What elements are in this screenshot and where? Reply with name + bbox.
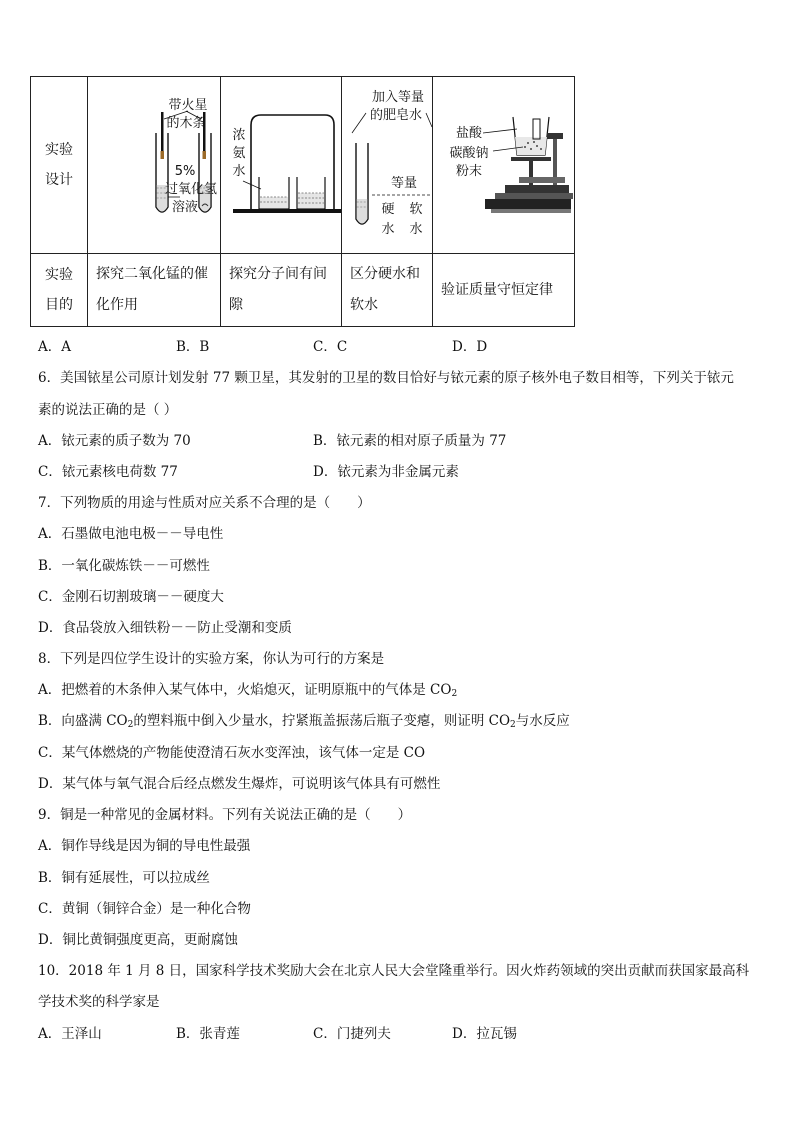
purpose-b-line1: 探究分子间有间 <box>229 266 327 282</box>
q8-option-b-sub1: 2 <box>127 720 134 730</box>
purpose-a-line2: 化作用 <box>96 297 138 313</box>
figure-d-mass-conservation <box>433 77 575 254</box>
figure-d-drawing <box>433 77 575 253</box>
q8-option-b-part1: B．向盛满 CO <box>38 713 128 729</box>
q7-option-a: A．石墨做电池电极－－导电性 <box>38 526 224 542</box>
q8-option-a-text: A．把燃着的木条伸入某气体中，火焰熄灭，证明原瓶中的气体是 CO <box>38 682 452 698</box>
row-header-purpose-line1: 实验 <box>45 267 73 283</box>
row-header-design <box>31 77 88 254</box>
q5-option-b: B．B <box>176 339 210 355</box>
q7-option-b: B．一氧化碳炼铁－－可燃性 <box>38 558 210 574</box>
label-ammonia-2: 氨 <box>232 146 246 161</box>
label-splint-line1: 带火星 <box>168 98 208 113</box>
purpose-b <box>221 254 342 327</box>
q5-option-c: C．C <box>313 339 348 355</box>
q10-stem-line1: 10．2018 年 1 月 8 日，国家科学技术奖励大会在北京人民大会堂隆重举行。因火炸药领域的突出贡献而获国家最高科 <box>38 963 750 979</box>
q8-option-b-part2: 的塑料瓶中倒入少量水，拧紧瓶盖振荡后瓶子变瘪，则证明 CO <box>133 713 511 729</box>
purpose-b-line2: 隙 <box>229 297 243 313</box>
label-soft-1: 软 <box>409 202 423 217</box>
q8-option-d: D．某气体与氧气混合后经点燃发生爆炸，可说明该气体具有可燃性 <box>38 776 441 792</box>
figure-b-molecule-gap <box>221 77 342 254</box>
q9-stem: 9．铜是一种常见的金属材料。下列有关说法正确的是（ ） <box>38 807 412 823</box>
label-ammonia-3: 水 <box>232 164 246 179</box>
q8-option-b-sub2: 2 <box>510 720 516 730</box>
q10-option-b: B．张青莲 <box>176 1026 240 1042</box>
row-header-purpose <box>31 254 88 327</box>
label-solution-line2: 溶液 <box>171 200 199 215</box>
experiment-table <box>30 76 575 327</box>
purpose-c-line1: 区分硬水和 <box>350 266 420 282</box>
label-soap-line1: 加入等量 <box>371 90 425 105</box>
q8-option-a <box>38 678 457 699</box>
figure-c-drawing <box>342 77 433 253</box>
label-hard-2: 水 <box>381 222 395 237</box>
label-splint-line2: 的木条 <box>166 116 206 131</box>
q5-option-a: A．A <box>38 339 71 355</box>
row-header-design-line1: 实验 <box>45 142 73 158</box>
label-solution-line1: 过氧化氢 <box>164 182 218 197</box>
purpose-c <box>342 254 433 327</box>
q10-option-d: D．拉瓦锡 <box>452 1026 517 1042</box>
figure-c-hard-soft-water <box>342 77 433 254</box>
q9-option-a: A．铜作导线是因为铜的导电性最强 <box>38 838 251 854</box>
purpose-a <box>88 254 221 327</box>
label-soft-2: 水 <box>409 222 423 237</box>
row-header-design-line2: 设计 <box>45 172 73 188</box>
q8-option-b-part3: 与水反应 <box>515 713 570 729</box>
q7-stem: 7．下列物质的用途与性质对应关系不合理的是（ ） <box>38 495 371 511</box>
q10-option-c: C．门捷列夫 <box>313 1026 391 1042</box>
purpose-c-line2: 软水 <box>350 297 378 313</box>
label-powder-line2: 粉末 <box>455 164 483 179</box>
label-concentration: 5% <box>174 164 196 179</box>
q9-option-c: C．黄铜（铜锌合金）是一种化合物 <box>38 901 251 917</box>
q6-option-a: A．铱元素的质子数为 70 <box>38 433 191 449</box>
purpose-d-line1: 验证质量守恒定律 <box>441 281 553 298</box>
purpose-d <box>433 254 575 327</box>
q9-option-b: B．铜有延展性，可以拉成丝 <box>38 870 210 886</box>
q6-stem-line1: 6．美国铱星公司原计划发射 77 颗卫星，其发射的卫星的数目恰好与铱元素的原子核外电子数目相等，下列关于铱元 <box>38 370 734 386</box>
q9-option-d: D．铜比黄铜强度更高，更耐腐蚀 <box>38 932 238 948</box>
q6-option-c: C．铱元素核电荷数 77 <box>38 464 178 480</box>
label-ammonia-1: 浓 <box>232 128 246 143</box>
q10-stem-line2: 学技术奖的科学家是 <box>38 994 160 1010</box>
q10-option-a: A．王泽山 <box>38 1026 102 1042</box>
q8-option-a-sub: 2 <box>451 689 458 699</box>
q8-option-c: C．某气体燃烧的产物能使澄清石灰水变浑浊，该气体一定是 CO <box>38 745 426 761</box>
q8-option-b <box>38 709 570 730</box>
label-acid: 盐酸 <box>455 126 483 141</box>
q7-option-c: C．金刚石切割玻璃－－硬度大 <box>38 589 224 605</box>
figure-a-drawing <box>88 77 221 253</box>
q6-option-d: D．铱元素为非金属元素 <box>313 464 459 480</box>
label-soap-line2: 的肥皂水 <box>369 108 423 123</box>
row-header-purpose-line2: 目的 <box>45 297 73 313</box>
q6-stem-line2: 素的说法正确的是（ ） <box>38 402 178 418</box>
figure-a-mno2-catalysis <box>88 77 221 254</box>
label-equal: 等量 <box>390 176 418 191</box>
q5-option-d: D．D <box>452 339 488 355</box>
q8-stem: 8．下列是四位学生设计的实验方案，你认为可行的方案是 <box>38 651 385 667</box>
label-powder-line1: 碳酸钠 <box>449 146 489 161</box>
q6-option-b: B．铱元素的相对原子质量为 77 <box>313 433 507 449</box>
figure-b-drawing <box>221 77 342 253</box>
purpose-a-line1: 探究二氧化锰的催 <box>96 266 208 282</box>
label-hard-1: 硬 <box>381 202 395 217</box>
q7-option-d: D．食品袋放入细铁粉－－防止受潮和变质 <box>38 620 292 636</box>
